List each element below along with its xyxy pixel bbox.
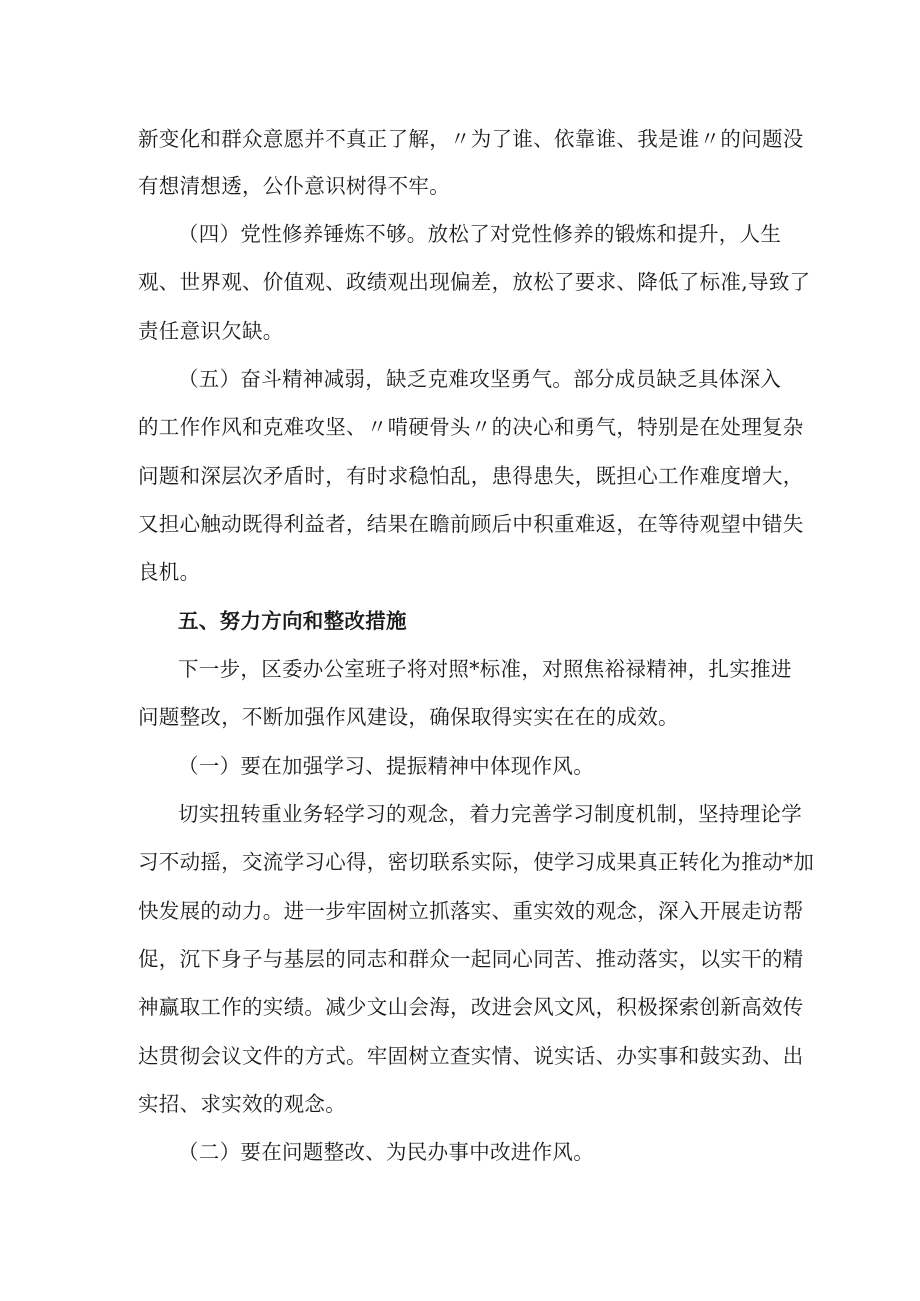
text-line: 促，沉下身子与基层的同志和群众一起同心同苦、推动落实，以实干的精 bbox=[138, 947, 804, 971]
text-line: 下一步，区委办公室班子将对照*标准，对照焦裕禄精神，扎实推进 bbox=[178, 657, 792, 681]
subsection-heading-1: （一）要在加强学习、提振精神中体现作风。 bbox=[178, 754, 594, 778]
text-line: 切实扭转重业务轻学习的观念，着力完善学习制度机制，坚持理论学 bbox=[178, 802, 802, 826]
text-line: 问题和深层次矛盾时，有时求稳怕乱，患得患失，既担心工作难度增大， bbox=[138, 464, 804, 488]
text-line: 神赢取工作的实绩。减少文山会海，改进会风文风，积极探索创新高效传 bbox=[138, 995, 804, 1019]
text-line: 责任意识欠缺。 bbox=[138, 319, 284, 343]
text-line: 实招、求实效的观念。 bbox=[138, 1092, 346, 1116]
text-line: 的工作作风和克难攻坚、〃啃硬骨头〃的决心和勇气，特别是在处理复杂 bbox=[138, 415, 804, 439]
section-heading: 五、努力方向和整改措施 bbox=[178, 609, 407, 633]
section-paragraph-4: （四）党性修养锤炼不够。放松了对党性修养的锻炼和提升，人生 bbox=[178, 222, 782, 246]
text-line: 观、世界观、价值观、政绩观出现偏差，放松了要求、降低了标准,导致了 bbox=[138, 270, 811, 294]
text-line: 快发展的动力。进一步牢固树立抓落实、重实效的观念，深入开展走访帮 bbox=[138, 899, 804, 923]
subsection-heading-2: （二）要在问题整改、为民办事中改进作风。 bbox=[178, 1140, 594, 1164]
text-line: 良机。 bbox=[138, 560, 201, 584]
section-paragraph-5: （五）奋斗精神减弱，缺乏克难攻坚勇气。部分成员缺乏具体深入 bbox=[178, 367, 782, 391]
text-line: 达贯彻会议文件的方式。牢固树立查实情、说实话、办实事和鼓实劲、出 bbox=[138, 1044, 804, 1068]
text-line: 有想清想透，公仆意识树得不牢。 bbox=[138, 174, 450, 198]
text-line: 新变化和群众意愿并不真正了解，〃为了谁、依靠谁、我是谁〃的问题没 bbox=[138, 127, 804, 151]
text-line: 又担心触动既得利益者，结果在瞻前顾后中积重难返，在等待观望中错失 bbox=[138, 512, 804, 536]
text-line: 问题整改，不断加强作风建设，确保取得实实在在的成效。 bbox=[138, 705, 679, 729]
text-line: 习不动摇，交流学习心得，密切联系实际，使学习成果真正转化为推动*加 bbox=[138, 850, 815, 874]
